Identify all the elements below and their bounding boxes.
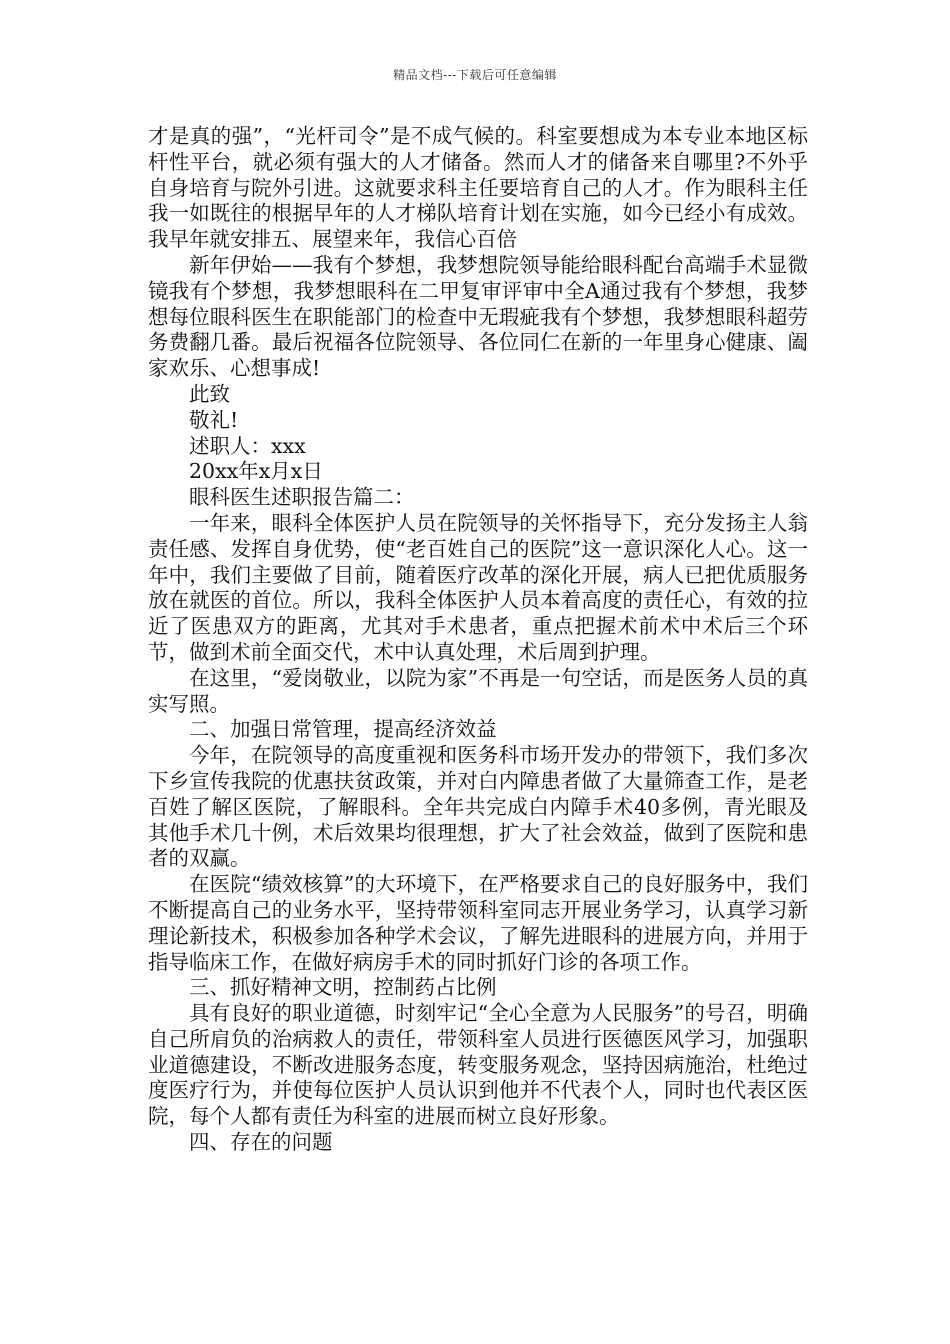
page-header: 精品文档---下载后可任意编辑: [393, 68, 557, 82]
paragraph-year-summary: 一年来，眼科全体医护人员在院领导的关怀指导下，充分发扬主人翁责任感、发挥自身优势，使“老百姓自己的医院”这一意识深化人心。这一年中，我们主要做了目前，随着医疗改革的深化开展，病人已把优质服务放在就医的首位。所以，我科全体医护人员本着高度的责任心，有效的拉近了医患双方的距离，尤其对手术患者，重点把握术前术中术后三个环节，做到术前全面交代，术中认真处理，术后周到护理。: [148, 510, 808, 664]
date-line: 20xx年x月x日: [189, 459, 323, 484]
heading-daily-management: 二、加强日常管理，提高经济效益: [189, 717, 497, 742]
paragraph-performance: 在医院“绩效核算”的大环境下，在严格要求自己的良好服务中，我们不断提高自己的业务水平，坚持带领科室同志开展业务学习，认真学习新理论新技术，积极参加各种学术会议，了解先进眼科的进展方向，并用于指导临床工作，在做好病房手术的同时抓好门诊的各项工作。: [148, 872, 808, 974]
closing-salutation: 此致: [189, 381, 230, 406]
section-title-report-two: 眼科医生述职报告篇二：: [189, 485, 415, 510]
reporter-line: 述职人：xxx: [189, 433, 306, 458]
paragraph-outreach: 今年，在院领导的高度重视和医务科市场开发办的带领下，我们多次下乡宣传我院的优惠扶贫政策，并对白内障患者做了大量筛查工作，是老百姓了解区医院，了解眼科。全年共完成白内障手术40多例，青光眼及其他手术几十例，术后效果均很理想，扩大了社会效益，做到了医院和患者的双赢。: [148, 743, 808, 871]
heading-existing-problems: 四、存在的问题: [189, 1130, 333, 1155]
heading-spiritual-civilization: 三、抓好精神文明，控制药占比例: [189, 975, 497, 1000]
document-body: [148, 124, 808, 1156]
paragraph-talent-reserve: 才是真的强”，“光杆司令”是不成气候的。科室要想成为本专业本地区标杆性平台，就必须有强大的人才储备。然而人才的储备来自哪里?不外乎自身培育与院外引进。这就要求科主任要培育自己的人才。作为眼科主任我一如既往的根据早年的人才梯队培育计划在实施，如今已经小有成效。我早年就安排五、展望来年，我信心百倍: [148, 124, 808, 252]
paragraph-ethics: 具有良好的职业道德，时刻牢记“全心全意为人民服务”的号召，明确自己所肩负的治病救人的责任，带领科室人员进行医德医风学习，加强职业道德建设，不断改进服务态度，转变服务观念，坚持因病施治，杜绝过度医疗行为，并使每位医护人员认识到他并不代表个人，同时也代表区医院，每个人都有责任为科室的进展而树立良好形象。: [148, 1001, 808, 1129]
paragraph-new-year-dream: 新年伊始——我有个梦想，我梦想院领导能给眼科配台高端手术显微镜我有个梦想，我梦想眼科在二甲复审评审中全A通过我有个梦想，我梦想每位眼科医生在职能部门的检查中无瑕疵我有个梦想，我梦想眼科超劳务费翻几番。最后祝福各位院领导、各位同仁在新的一年里身心健康、阖家欢乐、心想事成!: [148, 252, 808, 381]
paragraph-dedication: 在这里，“爱岗敬业，以院为家”不再是一句空话，而是医务人员的真实写照。: [148, 665, 808, 716]
closing-regards: 敬礼!: [189, 407, 239, 432]
